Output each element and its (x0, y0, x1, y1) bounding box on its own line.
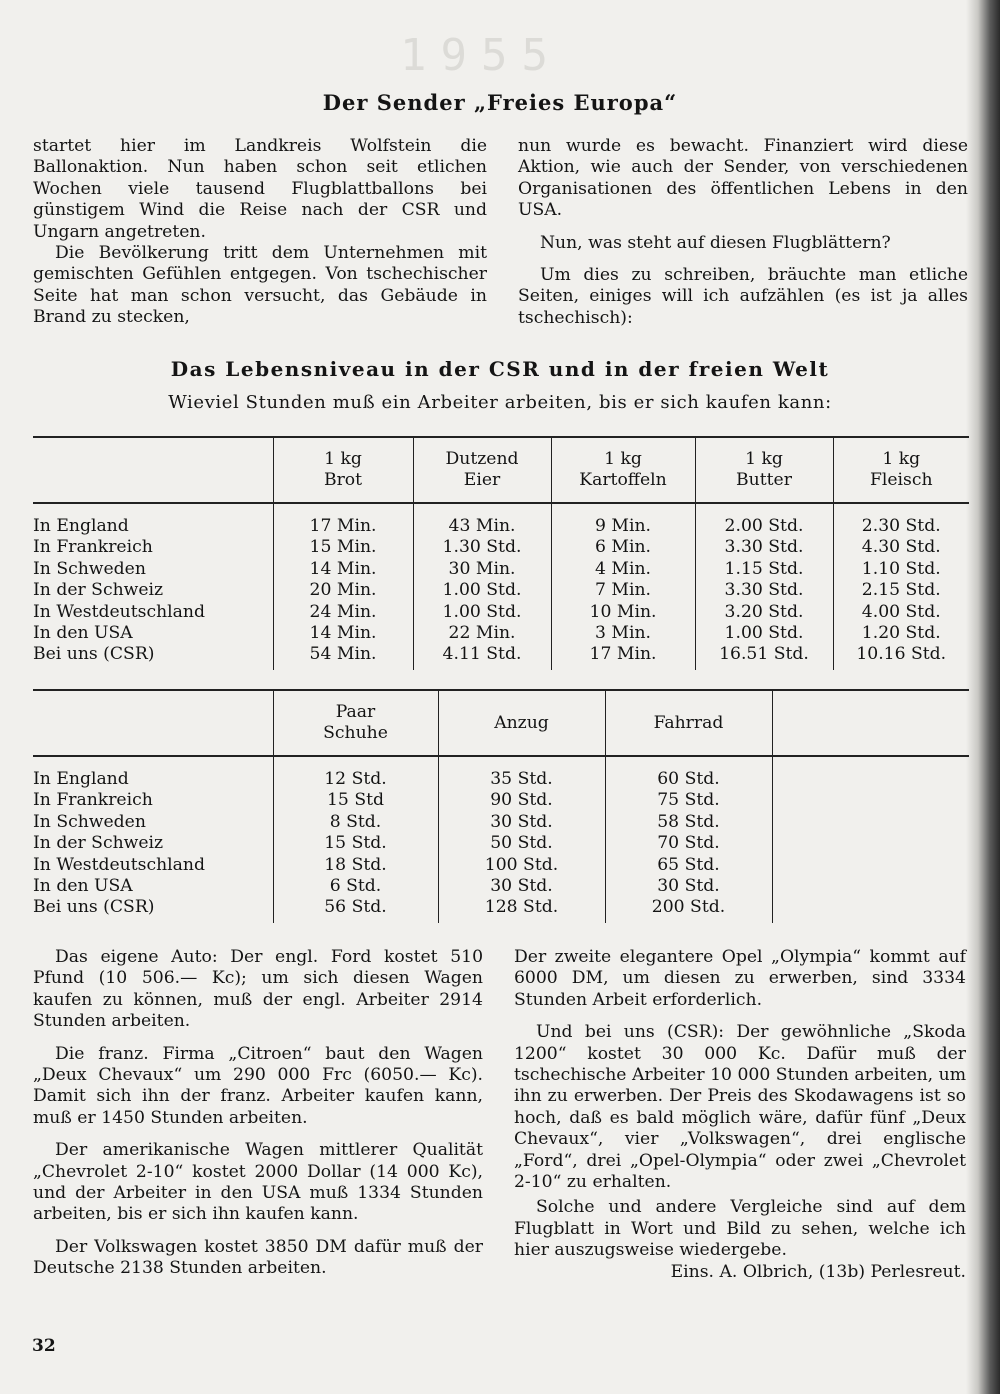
table-row (33, 790, 969, 811)
value-cell: 4 Min. (551, 559, 695, 580)
value-cell: 2.30 Std. (833, 503, 969, 537)
body-right-paragraph: Solche und andere Vergleiche sind auf dem Flugblatt in Wort und Bild zu sehen, welche ich hier auszugsweise wiedergebe. (514, 1197, 966, 1261)
value-cell: 100 Std. (438, 855, 605, 876)
country-cell: In den USA (33, 623, 133, 644)
value-cell: 65 Std. (605, 855, 772, 876)
value-cell: 3.30 Std. (695, 537, 833, 558)
value-cell: 4.11 Std. (413, 644, 551, 669)
table-row (33, 602, 969, 623)
table-row (33, 559, 969, 580)
value-cell: 15 Std. (273, 833, 438, 854)
value-cell: 14 Min. (273, 559, 413, 580)
table-header-cell (33, 690, 273, 756)
country-cell: In England (33, 769, 129, 789)
table-row (33, 580, 969, 601)
value-cell: 17 Min. (273, 503, 413, 537)
price-table-food (33, 436, 969, 670)
country-cell: In Frankreich (33, 537, 153, 558)
country-cell: In den USA (33, 876, 133, 897)
country-cell: In Westdeutschland (33, 854, 205, 875)
value-cell: 90 Std. (438, 790, 605, 811)
value-cell: 8 Std. (273, 812, 438, 833)
value-cell: 30 Std. (438, 876, 605, 897)
value-cell: 58 Std. (605, 812, 772, 833)
value-cell: 7 Min. (551, 580, 695, 601)
value-cell: 1.00 Std. (695, 623, 833, 644)
table-row (33, 833, 969, 854)
table-row (33, 876, 969, 897)
body-left-paragraph: Der Volkswagen kostet 3850 DM dafür muß der Deutsche 2138 Stunden arbeiten. (33, 1236, 483, 1279)
value-cell: 14 Min. (273, 623, 413, 644)
table-row (33, 623, 969, 644)
value-cell: 1.00 Std. (413, 602, 551, 623)
body-right-column (514, 947, 966, 1283)
table-header-cell: 1 kg Brot (273, 437, 413, 503)
table-row (33, 503, 969, 537)
empty-cell (772, 790, 969, 811)
value-cell: 15 Std (273, 790, 438, 811)
table-header-cell: Anzug (438, 690, 605, 756)
table-row (33, 644, 969, 669)
value-cell: 6 Std. (273, 876, 438, 897)
table-row (33, 897, 969, 922)
value-cell: 9 Min. (551, 503, 695, 537)
body-right-paragraph: Und bei uns (CSR): Der gewöhnliche „Skoda 1200“ kostet 30 000 Kc. Dafür muß der tschechische Arbeiter 10 000 Stunden arbeiten, um ihn zu erwerben. Der Preis des Skodawagens ist so hoch, daß es bald möglich wäre, dafür fünf „Deux Chevaux“, vier „Volkswagen“, drei englische „Ford“, drei „Opel-Olympia“ oder zwei „Chevrolet 2-10“ zu erhalten. (514, 1022, 966, 1193)
intro-right-paragraph: Nun, was steht auf diesen Flugblättern? (540, 232, 891, 253)
table-header-cell: Paar Schuhe (273, 690, 438, 756)
value-cell: 30 Min. (413, 559, 551, 580)
body-left-paragraph: Das eigene Auto: Der engl. Ford kostet 510 Pfund (10 506.— Kc); um sich diesen Wagen kaufen zu können, muß der engl. Arbeiter 2914 Stunden arbeiten. (33, 947, 483, 1032)
value-cell: 43 Min. (413, 503, 551, 537)
body-left-paragraph: Die franz. Firma „Citroen“ baut den Wagen „Deux Chevaux“ um 290 000 Frc (6050.— Kc). Damit sich ihn der franz. Arbeiter kaufen kann, muß er 1450 Stunden arbeiten. (33, 1043, 483, 1128)
stamp-watermark: 1955 (400, 30, 562, 81)
intro-left-paragraph: Die Bevölkerung tritt dem Unternehmen mit gemischten Gefühlen entgegen. Von tschechischer Seite hat man schon versucht, das Gebäude in Brand zu stecken, (33, 243, 487, 328)
value-cell: 18 Std. (273, 855, 438, 876)
body-right-paragraph: Der zweite elegantere Opel „Olympia“ kommt auf 6000 DM, um diesen zu erwerben, sind 3334 Stunden Arbeit erforderlich. (514, 947, 966, 1010)
country-cell: In England (33, 516, 129, 536)
country-cell: In Schweden (33, 558, 146, 579)
value-cell: 22 Min. (413, 623, 551, 644)
value-cell: 60 Std. (605, 756, 772, 790)
value-cell: 3 Min. (551, 623, 695, 644)
country-cell: Bei uns (CSR) (33, 897, 155, 918)
value-cell: 35 Std. (438, 756, 605, 790)
value-cell: 3.20 Std. (695, 602, 833, 623)
intro-right-paragraph: Um dies zu schreiben, bräuchte man etliche Seiten, einiges will ich aufzählen (es ist ja alles tschechisch): (518, 265, 968, 328)
country-cell: In der Schweiz (33, 580, 164, 601)
value-cell: 24 Min. (273, 602, 413, 623)
table-header-cell: 1 kg Butter (695, 437, 833, 503)
binding-shadow (966, 0, 1000, 1394)
intro-left-column (33, 136, 487, 329)
body-left-paragraph: Der amerikanische Wagen mittlerer Qualität „Chevrolet 2-10“ kostet 2000 Dollar (14 000 Kc), und der Arbeiter in den USA muß 1334 Stunden arbeiten, bis er sich ihn kaufen kann. (33, 1140, 483, 1225)
value-cell: 200 Std. (605, 897, 772, 922)
value-cell: 1.10 Std. (833, 559, 969, 580)
page-number: 32 (32, 1336, 56, 1356)
value-cell: 1.15 Std. (695, 559, 833, 580)
value-cell: 2.00 Std. (695, 503, 833, 537)
table-row (33, 855, 969, 876)
value-cell: 1.20 Std. (833, 623, 969, 644)
empty-cell (772, 812, 969, 833)
table-header-cell: Fahrrad (605, 690, 772, 756)
value-cell: 10.16 Std. (833, 644, 969, 669)
value-cell: 50 Std. (438, 833, 605, 854)
value-cell: 2.15 Std. (833, 580, 969, 601)
value-cell: 15 Min. (273, 537, 413, 558)
value-cell: 1.00 Std. (413, 580, 551, 601)
empty-cell (772, 855, 969, 876)
value-cell: 4.30 Std. (833, 537, 969, 558)
value-cell: 70 Std. (605, 833, 772, 854)
table-row (33, 537, 969, 558)
empty-cell (772, 897, 969, 922)
country-cell: In der Schweiz (33, 833, 164, 854)
value-cell: 12 Std. (273, 756, 438, 790)
table-header-cell: Dutzend Eier (413, 437, 551, 503)
section-title: Das Lebensniveau in der CSR und in der freien Welt (170, 357, 830, 381)
intro-right-column (518, 136, 968, 329)
table-row (33, 812, 969, 833)
country-cell: In Westdeutschland (33, 601, 205, 622)
empty-cell (772, 876, 969, 897)
price-table-goods (33, 689, 969, 923)
value-cell: 17 Min. (551, 644, 695, 669)
table-header-cell: 1 kg Fleisch (833, 437, 969, 503)
value-cell: 20 Min. (273, 580, 413, 601)
value-cell: 54 Min. (273, 644, 413, 669)
empty-cell (772, 833, 969, 854)
value-cell: 30 Std. (605, 876, 772, 897)
table-header-cell (33, 437, 273, 503)
country-cell: In Schweden (33, 811, 146, 832)
value-cell: 128 Std. (438, 897, 605, 922)
country-cell: Bei uns (CSR) (33, 644, 155, 665)
value-cell: 16.51 Std. (695, 644, 833, 669)
intro-right-paragraph: nun wurde es bewacht. Finanziert wird diese Aktion, wie auch der Sender, von verschiedenen Organisationen des öffentlichen Lebens in den USA. (518, 136, 968, 221)
value-cell: 4.00 Std. (833, 602, 969, 623)
table-row (33, 756, 969, 790)
table-header-cell (772, 690, 969, 756)
body-left-column (33, 947, 483, 1280)
value-cell: 30 Std. (438, 812, 605, 833)
country-cell: In Frankreich (33, 790, 153, 811)
intro-left-paragraph: startet hier im Landkreis Wolfstein die Ballonaktion. Nun haben schon seit etlichen Wochen viele tausend Flugblattballons bei günstigem Wind die Reise nach der CSR und Ungarn angetreten. (33, 136, 487, 242)
value-cell: 1.30 Std. (413, 537, 551, 558)
value-cell: 75 Std. (605, 790, 772, 811)
value-cell: 10 Min. (551, 602, 695, 623)
empty-cell (772, 756, 969, 790)
table-header-cell: 1 kg Kartoffeln (551, 437, 695, 503)
article-title: Der Sender „Freies Europa“ (322, 90, 678, 115)
value-cell: 3.30 Std. (695, 580, 833, 601)
value-cell: 56 Std. (273, 897, 438, 922)
value-cell: 6 Min. (551, 537, 695, 558)
signature: Eins. A. Olbrich, (13b) Perlesreut. (670, 1261, 966, 1282)
section-question: Wieviel Stunden muß ein Arbeiter arbeiten, bis er sich kaufen kann: (168, 392, 832, 413)
